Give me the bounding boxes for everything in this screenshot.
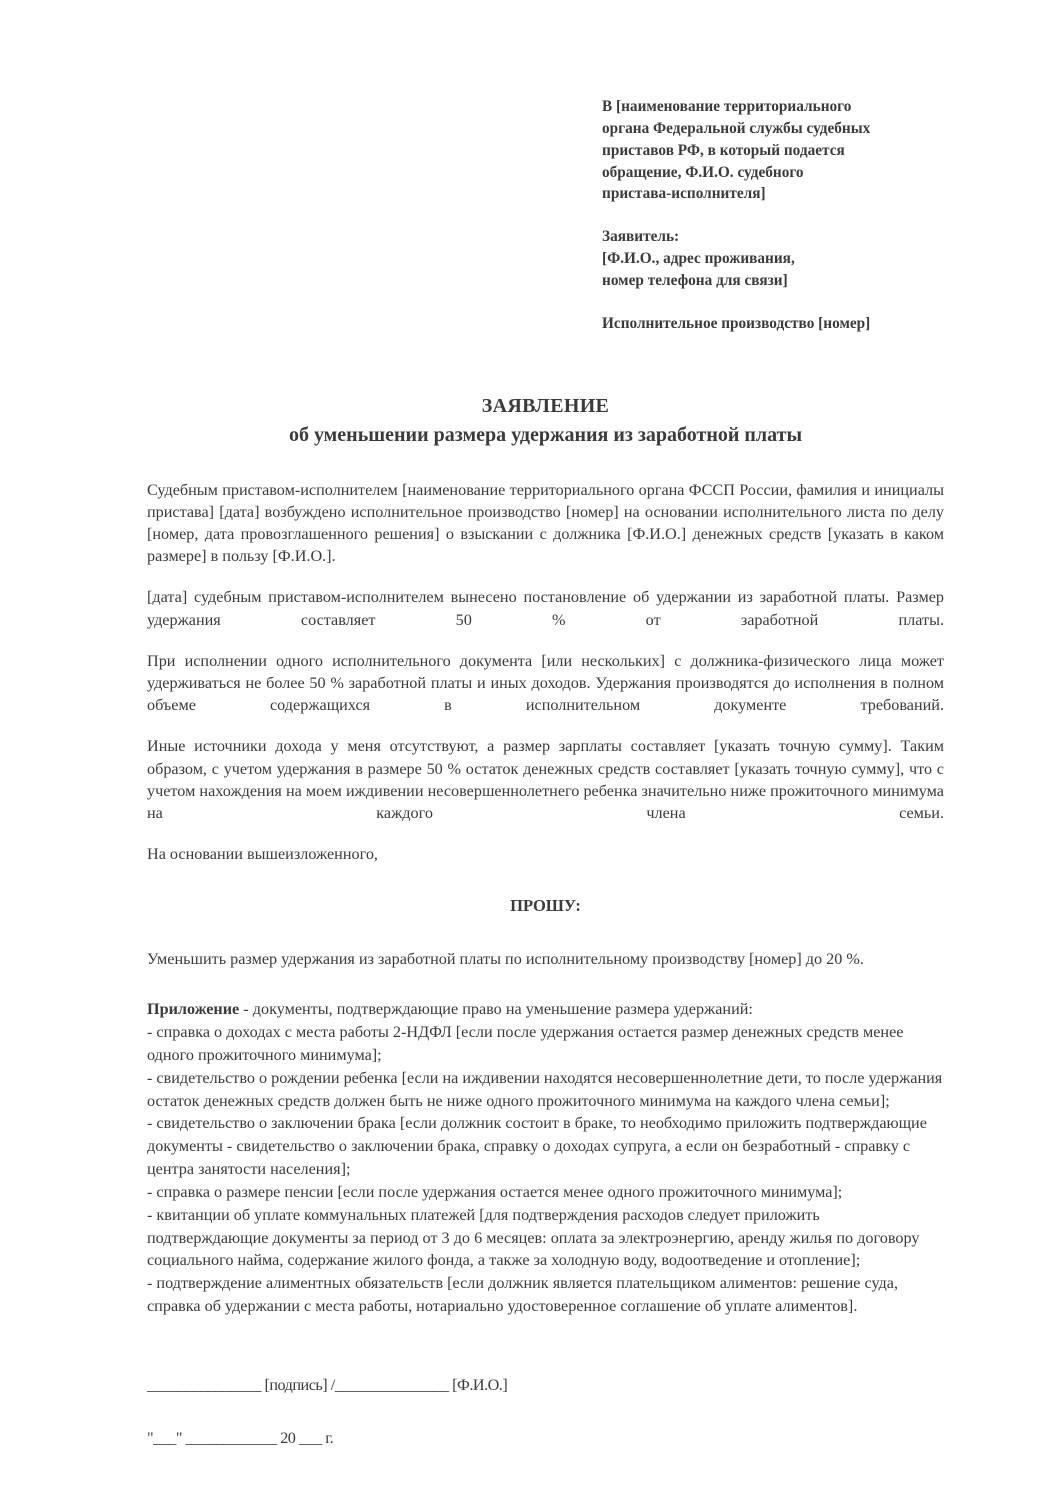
addressee-line-3: приставов РФ, в который подается <box>602 141 845 159</box>
addressee-line-1: В [наименование территориального <box>602 98 852 115</box>
addressee-block <box>602 0 942 335</box>
body-paragraph-3: При исполнении одного исполнительного документа [или нескольких] с должника-физического лица может удерживаться не более 50 % заработной платы и иных доходов. Удержания производятся до исполнения в полном объеме содержащихся в исполнительном документе требований. <box>147 651 944 715</box>
addressee-line-5: пристава-исполнителя] <box>602 185 766 203</box>
applicant-line-1: [Ф.И.О., адрес проживания, <box>602 250 795 268</box>
signature-block <box>147 1374 944 1449</box>
body-paragraph-1: Судебным приставом-исполнителем [наименование территориального органа ФССП России, фамилия и инициалы пристава] [дата] возбуждено исполнительное производство [номер] на основании исполнительного листа по делу [номер, дата провозглашенного решения] о взыскании с должника [Ф.И.О.] денежных средств [указать в каком размере] в пользу [Ф.И.О.]. <box>147 480 944 566</box>
addressee-spacer-1 <box>602 205 942 226</box>
list-item: - свидетельство о заключении брака [если должник состоит в браке, то необходимо приложить подтверждающие документы - свидетельство о заключении брака, справку о доходах супруга, а если он безработный - справку с центра занятости населения]; <box>147 1114 927 1179</box>
addressee-line-4: обращение, Ф.И.О. судебного <box>602 163 804 181</box>
attachments-heading <box>147 998 944 1021</box>
body-paragraph-4: Иные источники дохода у меня отсутствуют, а размер зарплаты составляет [указать точную сумму]. Таким образом, с учетом удержания в размере 50 % остаток денежных средств составляет [указать точную сумму], что с учетом нахождения на моем иждивении несовершеннолетнего ребенка значительно ниже прожиточного минимума на каждого члена семьи. <box>147 737 944 822</box>
request-heading: ПРОШУ: <box>510 896 581 916</box>
applicant-label: Заявитель: <box>602 228 680 246</box>
addressee-spacer-2 <box>602 292 942 313</box>
applicant-line-2: номер телефона для связи] <box>602 272 788 290</box>
attachments-heading-rest: - документы, подтверждающие право на уменьшение размера удержаний: <box>239 1000 753 1019</box>
body-paragraph-2: [дата] судебным приставом-исполнителем вынесено постановление об удержании из заработной платы. Размер удержания составляет 50 % от заработной платы. <box>147 588 944 629</box>
request-text: Уменьшить размер удержания из заработной платы по исполнительному производству [номер] до 20 %. <box>147 949 864 968</box>
addressee-line-2: органа Федеральной службы судебных <box>602 119 871 137</box>
enforcement-case-line: Исполнительное производство [номер] <box>602 314 871 332</box>
list-item: - справка о размере пенсии [если после удержания остается менее одного прожиточного минимума]; <box>147 1182 843 1201</box>
attachments-heading-bold: Приложение <box>147 1000 240 1019</box>
page-title: ЗАЯВЛЕНИЕ <box>481 394 610 417</box>
page-subtitle: об уменьшении размера удержания из заработной платы <box>288 423 803 446</box>
date-line: "___" ____________ 20 ___ г. <box>147 1428 334 1447</box>
list-item: - свидетельство о рождении ребенка [если на иждивении находятся несовершеннолетние дети, то после удержания остаток денежных средств должен быть не ниже одного прожиточного минимума на каждого члена семьи]; <box>147 1068 943 1110</box>
body-paragraph-5: На основании вышеизложенного, <box>147 845 378 864</box>
document-body <box>147 479 944 970</box>
title-block <box>147 393 944 449</box>
attachments-section <box>147 998 944 1318</box>
list-item: - квитанции об уплате коммунальных платежей [для подтверждения расходов следует приложить подтверждающие документы за период от 3 до 6 месяцев: оплата за электроэнергию, аренду жилья по договору социального найма, содержание жилого фонда, а также за холодную воду, водоотведение и отопление]; <box>147 1205 920 1270</box>
list-item: - подтверждение алиментных обязательств [если должник является плательщиком алиментов: решение суда, справка об удержании с места работы, нотариально удостоверенное соглашение об уплате алиментов]. <box>147 1274 899 1316</box>
list-item: - справка о доходах с места работы 2-НДФЛ [если после удержания остается размер денежных средств менее одного прожиточного минимума]; <box>147 1022 904 1064</box>
signature-line: _______________ [подпись] /_______________ [Ф.И.О.] <box>147 1375 508 1394</box>
